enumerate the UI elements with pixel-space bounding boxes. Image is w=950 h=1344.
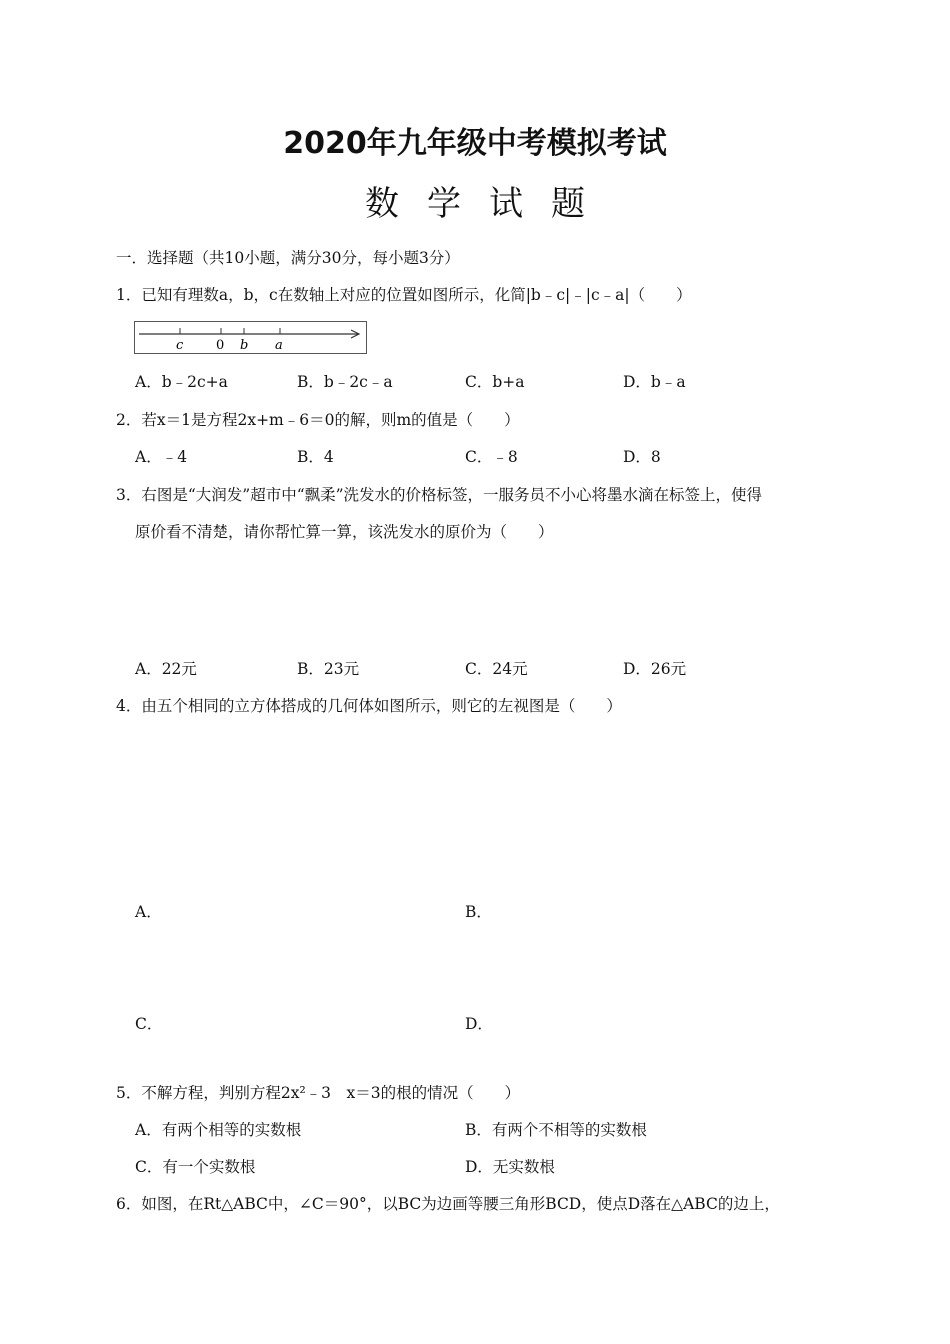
- q4-option-b: B．: [465, 903, 492, 921]
- q2-option-b: B．4: [297, 448, 334, 466]
- question-2-text: 2．若x＝1是方程2x+m﹣6＝0的解，则m的值是（ ）: [116, 411, 520, 429]
- page-subtitle: 数学试题: [365, 184, 613, 224]
- q5-option-d: D．无实数根: [465, 1158, 555, 1176]
- question-3-text-line1: 3．右图是“大润发”超市中“飘柔”洗发水的价格标签，一服务员不小心将墨水滴在标签上，使得: [116, 486, 763, 504]
- question-1-text: 1．已知有理数a，b，c在数轴上对应的位置如图所示，化简|b﹣c|﹣|c﹣a|（ ）: [116, 286, 692, 304]
- page-title: 2020年九年级中考模拟考试: [283, 126, 667, 161]
- q3-option-a: A．22元: [135, 660, 197, 678]
- q5-option-c: C．有一个实数根: [135, 1158, 256, 1176]
- q1-option-c: C．b+a: [465, 373, 525, 391]
- question-4-text: 4．由五个相同的立方体搭成的几何体如图所示，则它的左视图是（ ）: [116, 697, 622, 715]
- q5-option-a: A．有两个相等的实数根: [135, 1121, 302, 1139]
- q4-option-a: A．: [135, 903, 162, 921]
- label-0: 0: [216, 338, 225, 353]
- label-c: c: [176, 338, 184, 353]
- q3-option-c: C．24元: [465, 660, 528, 678]
- q1-option-b: B．b﹣2c﹣a: [297, 373, 393, 391]
- q2-option-a: A．﹣4: [135, 448, 188, 466]
- q4-option-d: D．: [465, 1015, 493, 1033]
- q2-option-c: C．﹣8: [465, 448, 518, 466]
- label-a: a: [275, 338, 283, 353]
- label-b: b: [240, 338, 249, 353]
- question-6-text: 6．如图，在Rt△ABC中，∠C＝90°，以BC为边画等腰三角形BCD，使点D落在△ABC的边上，: [116, 1195, 780, 1213]
- number-line-svg: [135, 322, 366, 353]
- q4-option-c: C．: [135, 1015, 163, 1033]
- question-5-text: 5．不解方程，判别方程2x²﹣3 x＝3的根的情况（ ）: [116, 1084, 521, 1102]
- q2-option-d: D．8: [623, 448, 661, 466]
- q1-option-d: D．b﹣a: [623, 373, 686, 391]
- number-line-figure: [134, 321, 367, 354]
- q5-option-b: B．有两个不相等的实数根: [465, 1121, 647, 1139]
- q3-option-d: D．26元: [623, 660, 687, 678]
- question-3-text-line2: 原价看不清楚，请你帮忙算一算，该洗发水的原价为（ ）: [135, 523, 554, 541]
- section-heading: 一．选择题（共10小题，满分30分，每小题3分）: [116, 249, 460, 267]
- q3-option-b: B．23元: [297, 660, 360, 678]
- q1-option-a: A．b﹣2c+a: [135, 373, 228, 391]
